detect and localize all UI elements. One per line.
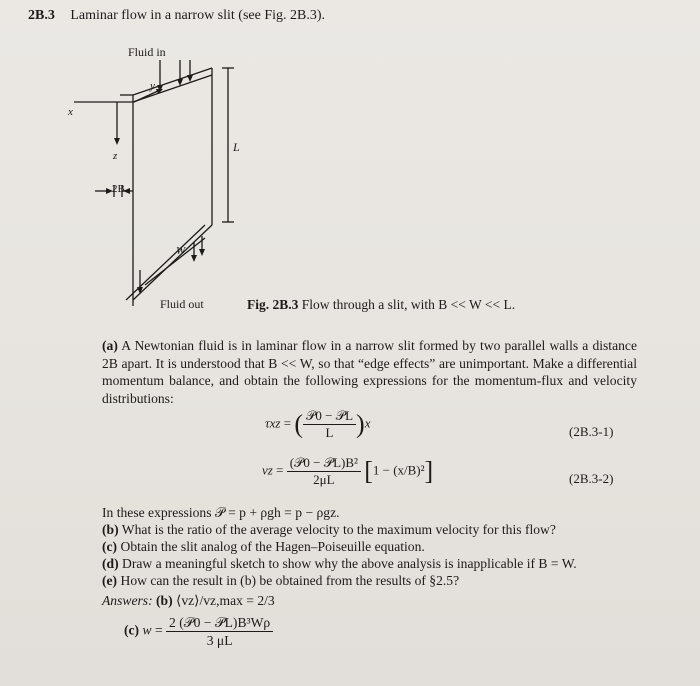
part-d: (d) Draw a meaningful sketch to show why the above analysis is inapplicable if B = W. [102,556,577,571]
x-axis-label: x [68,106,73,118]
fluid-out-label: Fluid out [160,297,204,311]
figure-caption [247,297,515,313]
part-b: (b) What is the ratio of the average velocity to the maximum velocity for this flow? [102,522,556,537]
z-axis-label: z [113,150,118,162]
tau-symbol: τxz [265,415,281,431]
answers-label: Answers: [102,593,153,608]
tau-denominator: L [325,425,334,440]
length-label: L [233,140,240,154]
part-a-text: A Newtonian fluid is in laminar flow in a narrow slit formed by two parallel walls a distance 2B apart. It is understood that B << W, so that “edge effects” are unimportant. Make a differential momentum balance, and obtain the following expressions for the momentum-flux and velocity distributions: [102,338,637,406]
equation-tau: τxz = ( $\frac{\text{𝒫0 − 𝒫L}}{L}$ )x [265,408,371,440]
equation-number-1: (2B.3-1) [569,424,614,439]
width-label: W [176,245,186,257]
tau-x: x [364,415,371,431]
figure-caption-text: Flow through a slit, with B << W << L. [301,297,516,312]
expressions-note: In these expressions 𝒫 = p + ρgh = p − ρgz. [102,505,340,520]
gap-label: 2B [112,183,125,195]
figure-number: Fig. 2B.3 [247,297,299,312]
equation-velocity: vz = $\frac{\text{(𝒫0 − 𝒫L)B²}}{2\mu L}$ [1 − (x/B)²] [262,455,434,487]
problem-title: Laminar flow in a narrow slit (see Fig. 2B.3). [70,8,326,23]
velocity-bracket: 1 − (x/B)² [372,462,425,478]
part-a-marker: (a) [102,338,118,353]
answer-b-expression: ⟨vz⟩/vz,max = 2/3 [176,593,275,608]
answers-c: (c) w = $\frac{\text{2 (𝒫0 − 𝒫L)B³Wρ}}{3 \mu L}$ [124,614,273,649]
part-e: (e) How can the result in (b) be obtained from the results of §2.5? [102,573,460,588]
answer-c-denominator: 3 μL [206,633,233,648]
answer-c-numerator: 2 (𝒫0 − 𝒫L)B³Wρ [166,614,273,632]
y-axis-label: y [150,80,155,92]
velocity-denominator: 2μL [313,472,335,487]
part-a-paragraph [102,337,637,407]
velocity-numerator: (𝒫0 − 𝒫L)B² [287,455,361,472]
fluid-in-label: Fluid in [128,45,166,59]
part-c: (c) Obtain the slit analog of the Hagen–Poiseuille equation. [102,539,425,554]
velocity-symbol: vz [262,462,273,478]
problem-number: 2B.3 [28,8,55,23]
equation-number-2: (2B.3-2) [569,471,614,486]
tau-numerator: 𝒫0 − 𝒫L [303,408,356,425]
answers-b: Answers: (b) ⟨vz⟩/vz,max = 2/3 [102,593,275,608]
